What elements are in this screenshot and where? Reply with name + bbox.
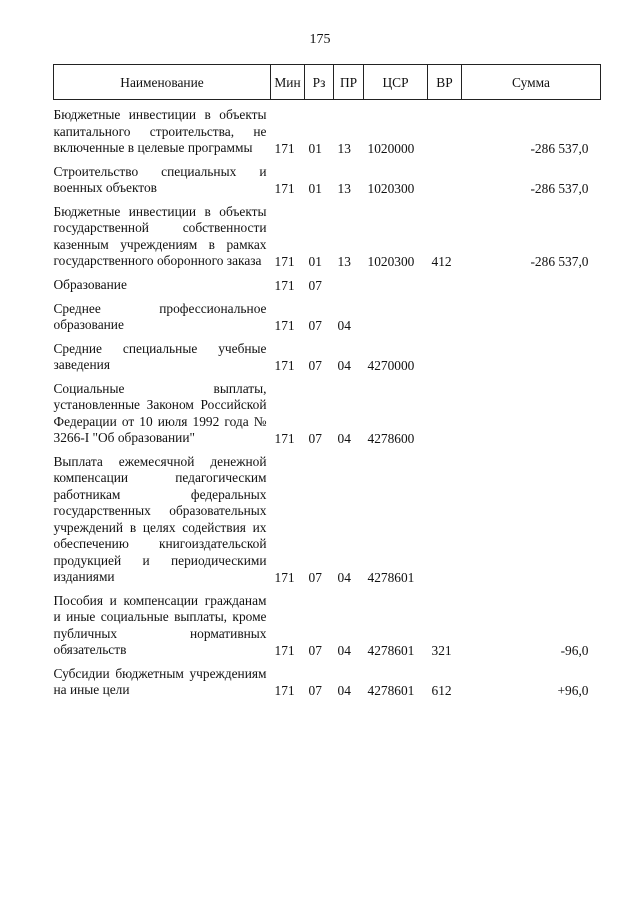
row-rz: 01 <box>308 180 322 196</box>
row-name: Бюджетные инвестиции в объекты капитального строительства, не включенные в целевые программы <box>53 107 267 155</box>
row-rz: 07 <box>308 682 322 698</box>
row-csr: 1020000 <box>367 140 415 156</box>
row-csr <box>364 270 428 294</box>
table-row <box>54 374 601 447</box>
row-sum <box>462 374 601 447</box>
table-row <box>54 447 601 586</box>
column-header-rz: Рз <box>305 65 334 100</box>
row-pr: 04 <box>337 430 351 446</box>
row-name: Средние специальные учебные заведения <box>53 340 267 372</box>
row-sum <box>462 334 601 374</box>
row-pr: 04 <box>337 357 351 373</box>
row-vr <box>428 334 462 374</box>
row-sum: -286 537,0 <box>530 180 589 196</box>
row-sum: -96,0 <box>560 642 589 658</box>
row-rz: 07 <box>308 569 322 585</box>
table-row <box>54 659 601 699</box>
row-rz: 07 <box>308 277 322 293</box>
row-min: 171 <box>274 682 295 698</box>
table-row <box>54 197 601 270</box>
column-header-min: Мин <box>271 65 305 100</box>
row-pr: 04 <box>337 642 351 658</box>
row-sum: +96,0 <box>557 682 589 698</box>
row-name: Социальные выплаты, установленные Законом Российской Федерации от 10 июля 1992 года № 3266-I "Об образовании" <box>53 380 267 445</box>
row-vr <box>428 374 462 447</box>
row-rz: 07 <box>308 430 322 446</box>
row-name: Образование <box>53 277 127 292</box>
row-pr: 04 <box>337 317 351 333</box>
table-header <box>54 65 601 100</box>
row-rz: 01 <box>308 253 322 269</box>
row-name: Бюджетные инвестиции в объекты государственной собственности казенным учреждениям в рамках государственного оборонного заказа <box>53 203 267 268</box>
row-name: Субсидии бюджетным учреждениям на иные цели <box>53 665 267 697</box>
row-pr: 13 <box>337 253 351 269</box>
row-vr <box>428 270 462 294</box>
row-csr <box>364 294 428 334</box>
row-sum: -286 537,0 <box>530 140 589 156</box>
row-sum <box>462 447 601 586</box>
row-min: 171 <box>274 317 295 333</box>
row-csr: 4278601 <box>367 569 415 585</box>
table-row <box>54 334 601 374</box>
row-vr: 412 <box>431 253 452 269</box>
column-header-sum: Сумма <box>462 65 601 100</box>
row-rz: 01 <box>308 140 322 156</box>
row-min: 171 <box>274 569 295 585</box>
row-vr <box>428 100 462 157</box>
row-name: Пособия и компенсации гражданам и иные социальные выплаты, кроме публичных нормативных обязательств <box>53 592 267 657</box>
table-row <box>54 157 601 197</box>
row-vr <box>428 447 462 586</box>
budget-table <box>53 64 601 699</box>
row-pr <box>334 270 364 294</box>
row-min: 171 <box>274 430 295 446</box>
row-name: Строительство специальных и военных объектов <box>53 163 267 195</box>
row-sum: -286 537,0 <box>530 253 589 269</box>
row-min: 171 <box>274 642 295 658</box>
table-row <box>54 270 601 294</box>
row-name: Выплата ежемесячной денежной компенсации педагогическим работникам федеральных государственных образовательных учреждений в целях содействия их обеспечению книгоиздательской продукцией и периодическими изданиями <box>53 453 267 584</box>
row-vr <box>428 294 462 334</box>
column-header-pr: ПР <box>334 65 364 100</box>
row-sum <box>462 294 601 334</box>
column-header-vr: ВР <box>428 65 462 100</box>
row-csr: 1020300 <box>367 253 415 269</box>
row-vr <box>428 157 462 197</box>
column-header-name: Наименование <box>54 65 271 100</box>
table-row <box>54 586 601 659</box>
row-pr: 13 <box>337 180 351 196</box>
row-csr: 4278601 <box>367 682 415 698</box>
table-row <box>54 100 601 157</box>
row-pr: 04 <box>337 682 351 698</box>
row-csr: 4270000 <box>367 357 415 373</box>
row-vr: 612 <box>431 682 452 698</box>
row-pr: 13 <box>337 140 351 156</box>
row-rz: 07 <box>308 642 322 658</box>
row-sum <box>462 270 601 294</box>
row-csr: 1020300 <box>367 180 415 196</box>
row-min: 171 <box>274 180 295 196</box>
row-csr: 4278600 <box>367 430 415 446</box>
table-row <box>54 294 601 334</box>
row-csr: 4278601 <box>367 642 415 658</box>
row-vr: 321 <box>431 642 452 658</box>
column-header-csr: ЦСР <box>364 65 428 100</box>
page-number: 175 <box>309 32 331 47</box>
row-min: 171 <box>274 253 295 269</box>
row-rz: 07 <box>308 317 322 333</box>
row-rz: 07 <box>308 357 322 373</box>
row-min: 171 <box>274 357 295 373</box>
table-body <box>54 100 601 699</box>
row-min: 171 <box>274 277 295 293</box>
row-name: Среднее профессиональное образование <box>53 300 267 332</box>
row-min: 171 <box>274 140 295 156</box>
row-pr: 04 <box>337 569 351 585</box>
